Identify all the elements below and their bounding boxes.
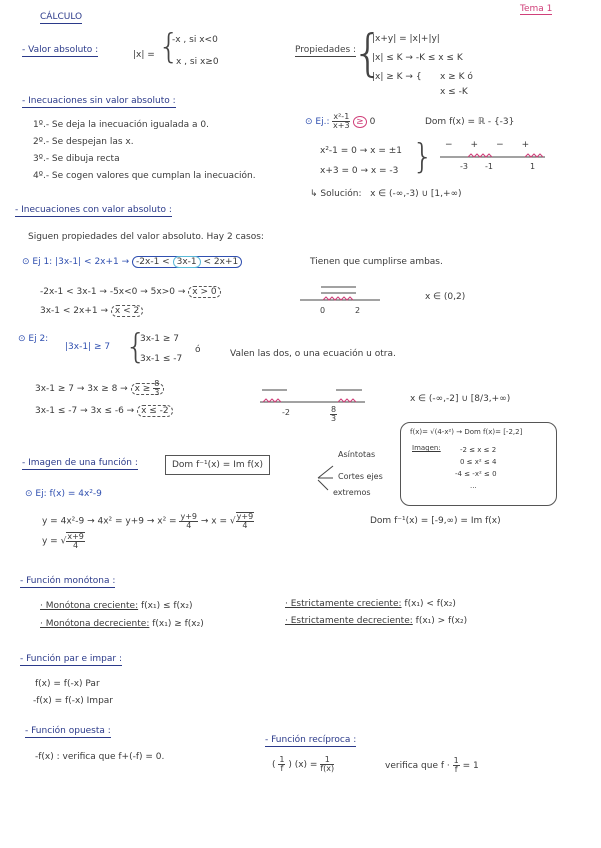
reciproca-result: = 1 <box>462 761 479 771</box>
sign: + <box>470 140 497 150</box>
step-1: 1º.- Se deja la inecuación igualada a 0. <box>33 120 209 130</box>
heading-inecuaciones-con: - Inecuaciones con valor absoluto : <box>15 205 172 215</box>
arrow-label: extremos <box>333 488 371 497</box>
ej2-case1: 3x-1 ≥ 7 <box>140 334 180 344</box>
ej1-line2: 3x-1 < 2x+1 → <box>40 306 109 316</box>
ej2-result: x ≤ -2 <box>137 405 173 417</box>
imagen-dom: Dom f⁻¹(x) = [-9,∞) = Im f(x) <box>370 516 501 526</box>
ej1-part: < 2x+1 <box>203 257 239 267</box>
prop-3: |x| ≥ K → { <box>372 72 422 82</box>
brace: } <box>412 137 434 177</box>
num: 8 <box>154 379 160 388</box>
ej1-line1: -2x-1 < 3x-1 → -5x<0 → 5x>0 → <box>40 287 186 297</box>
frac-den: x+3 <box>333 121 350 130</box>
item-expr: f(x₁) ≤ f(x₂) <box>140 601 193 611</box>
den: 3 <box>154 388 160 397</box>
ej2-expr: |3x-1| ≥ 7 <box>65 342 111 352</box>
heading-reciproca: - Función recíproca : <box>265 735 357 745</box>
solution-label: ↳ Solución: <box>310 189 362 199</box>
solution: x ∈ (-∞,-3) ∪ [1,+∞) <box>370 189 462 199</box>
ej2-case2: 3x-1 ≤ -7 <box>140 354 183 364</box>
heading-imagen: - Imagen de una función : <box>22 458 138 468</box>
ej2-line1: 3x-1 ≥ 7 → 3x ≥ 8 → <box>35 384 128 394</box>
heading-valor-absoluto: - Valor absoluto : <box>22 45 99 55</box>
box-line: -2 ≤ x ≤ 2 <box>460 446 497 454</box>
example-label: ⊙ Ej.: <box>305 117 330 127</box>
den: 4 <box>242 521 248 530</box>
signs <box>445 140 547 150</box>
sign: + <box>521 140 548 150</box>
heading-par-impar: - Función par e impar : <box>20 654 122 664</box>
heading-monotona: - Función monótona : <box>20 576 116 586</box>
ej1-note: Tienen que cumplirse ambas. <box>310 257 443 267</box>
imagen-line1b: → x = √ <box>200 516 236 527</box>
frac-num: x²-1 <box>333 112 350 121</box>
step-4: 4º.- Se cogen valores que cumplan la inecuación. <box>33 171 256 181</box>
box-line: 0 ≤ x² ≤ 4 <box>460 458 497 466</box>
box-line: f(x)= √(4-x²) → Dom f(x)= [-2,2] <box>410 428 523 436</box>
box-line: Imagen: <box>412 444 441 452</box>
num: 1 <box>279 755 285 764</box>
item-expr: f(x₁) > f(x₂) <box>415 616 468 626</box>
tick: -3 <box>460 162 468 171</box>
prop-2: |x| ≤ K → -K ≤ x ≤ K <box>372 53 463 63</box>
boxed-formula: Dom f⁻¹(x) = Im f(x) <box>165 455 270 475</box>
tick: 1 <box>530 162 536 171</box>
den: 3 <box>331 414 337 423</box>
step-2: 2º.- Se despejan las x. <box>33 137 134 147</box>
rhs: 0 <box>369 117 376 127</box>
impar-line: -f(x) = f(-x) Impar <box>33 696 114 706</box>
step-3: 3º.- Se dibuja recta <box>33 154 120 164</box>
num: y+9 <box>180 511 198 521</box>
ej1-label: ⊙ Ej 1: <box>22 257 53 267</box>
item-label: · Estrictamente decreciente: <box>285 616 413 626</box>
ej2-o: ó <box>195 345 201 355</box>
brace: { <box>125 327 147 367</box>
num: y+9 <box>236 512 254 521</box>
prop-1: |x+y| = |x|+|y| <box>372 34 440 44</box>
tick: 0 <box>320 306 326 315</box>
intro: Siguen propiedades del valor absoluto. Hay 2 casos: <box>28 232 264 242</box>
ej2-note: Valen las dos, o una ecuación u otra. <box>230 349 396 359</box>
brace: { <box>158 27 180 67</box>
ej2-solution: x ∈ (-∞,-2] ∪ [8/3,+∞) <box>410 394 511 404</box>
prop-3b: x ≤ -K <box>440 87 468 97</box>
ej1-expr: |3x-1| < 2x+1 → <box>55 257 130 267</box>
ej2-label: ⊙ Ej 2: <box>18 334 49 344</box>
imagen-line1: y = 4x²-9 → 4x² = y+9 → x² = <box>42 516 177 527</box>
ej1-solution: x ∈ (0,2) <box>425 292 466 302</box>
reciproca-verifica: verifica que f · <box>385 761 450 771</box>
arrow-label: Asíntotas <box>338 450 376 459</box>
num: x+9 <box>67 532 84 541</box>
den: f <box>454 765 458 774</box>
abs-case1: -x , si x<0 <box>172 35 218 45</box>
imagen-line2: y = √ <box>42 536 67 547</box>
par-line: f(x) = f(-x) Par <box>35 679 100 689</box>
imagen-example: ⊙ Ej: f(x) = 4x²-9 <box>25 489 102 499</box>
sign: − <box>445 140 471 150</box>
heading-propiedades: Propiedades : <box>295 45 357 55</box>
heading-opuesta: - Función opuesta : <box>25 726 111 736</box>
prop-3a: x ≥ K ó <box>440 72 473 82</box>
box-line: -4 ≤ -x² ≤ 0 <box>455 470 497 478</box>
item-label: · Estrictamente creciente: <box>285 599 402 609</box>
box-line: ... <box>470 482 477 490</box>
page-title: CÁLCULO <box>40 12 83 22</box>
abs-case2: x , si x≥0 <box>176 57 219 67</box>
den: f(x) <box>320 764 335 773</box>
ej2-line2: 3x-1 ≤ -7 → 3x ≤ -6 → <box>35 406 135 416</box>
topic-label: Tema 1 <box>520 4 553 14</box>
eq-1: x²-1 = 0 → x = ±1 <box>320 146 403 156</box>
tick: -2 <box>282 408 290 417</box>
num: 1 <box>453 756 459 765</box>
ej1-result: x < 2 <box>111 305 143 317</box>
num: 1 <box>320 756 334 765</box>
tick: 2 <box>355 306 361 315</box>
ej2-result: x ≥ <box>134 384 151 394</box>
domain: Dom f(x) = ℝ - {-3} <box>425 117 515 127</box>
arrow-label: Cortes ejes <box>338 472 383 481</box>
num: 8 <box>331 405 337 414</box>
item-expr: f(x₁) < f(x₂) <box>404 599 456 609</box>
ej1-part: -2x-1 < <box>136 257 170 267</box>
den: f <box>280 764 284 773</box>
den: 4 <box>186 520 192 530</box>
sign: − <box>496 140 522 150</box>
heading-inecuaciones-sin: - Inecuaciones sin valor absoluto : <box>22 96 176 106</box>
eq-2: x+3 = 0 → x = -3 <box>320 166 399 176</box>
tick: -1 <box>485 162 493 171</box>
den: 4 <box>73 541 79 550</box>
operator: ≥ <box>353 116 367 128</box>
item-expr: f(x₁) ≥ f(x₂) <box>152 619 204 629</box>
abs-lhs: |x| = <box>133 50 155 60</box>
brace: { <box>352 24 384 82</box>
reciproca-eq: (x) = <box>294 760 318 770</box>
opuesta-line: -f(x) : verifica que f+(-f) = 0. <box>35 752 165 762</box>
ej1-result: x > 0 <box>188 286 220 298</box>
ej1-part: 3x-1 <box>173 256 201 268</box>
item-label: · Monótona decreciente: <box>40 619 150 629</box>
item-label: · Monótona creciente: <box>40 601 139 611</box>
